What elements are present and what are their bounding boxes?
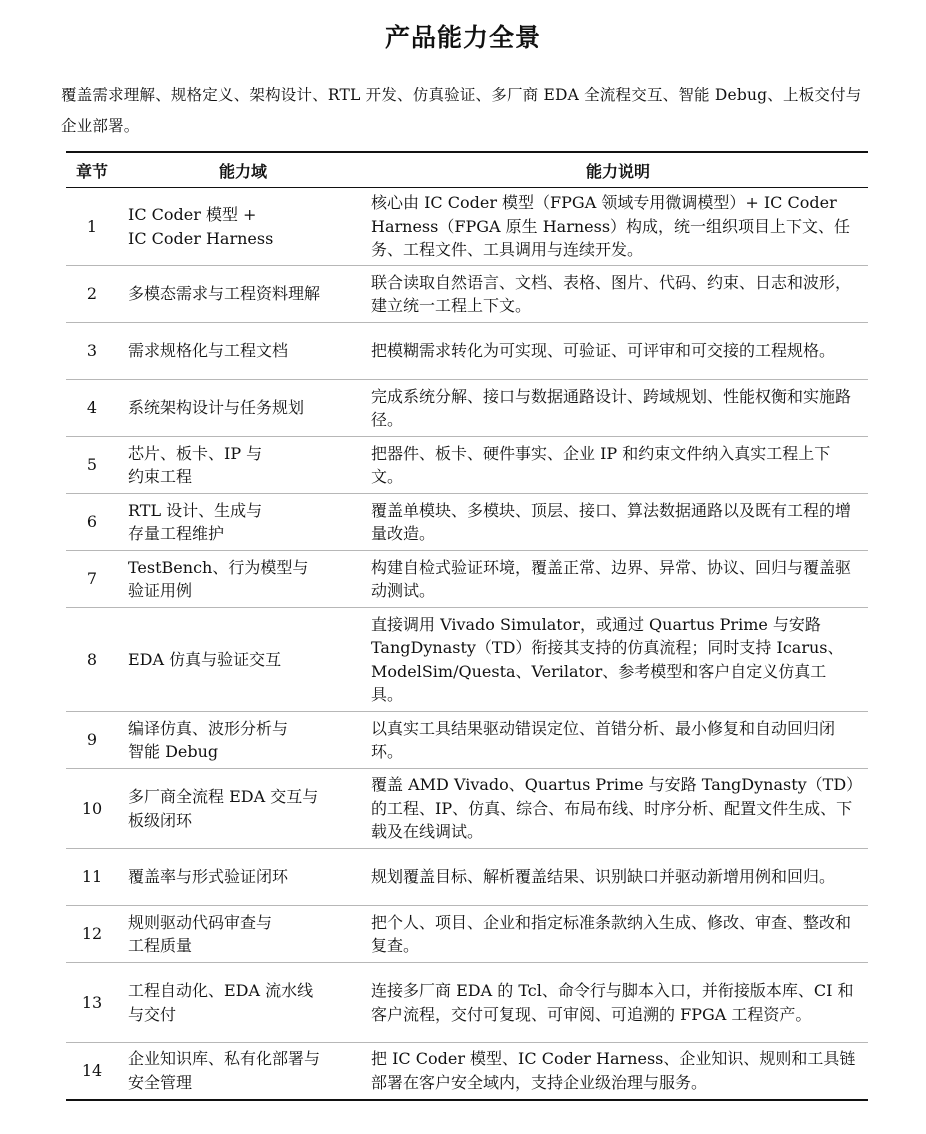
row-chapter: 13 <box>66 963 118 1043</box>
page-title: 产品能力全景 <box>384 23 541 52</box>
row-chapter: 12 <box>66 906 118 963</box>
table-row <box>66 266 868 323</box>
row-description: 把个人、项目、企业和指定标准条款纳入生成、修改、审查、整改和复查。 <box>368 906 868 963</box>
row-domain: 多厂商全流程 EDA 交互与 板级闭环 <box>118 769 368 849</box>
row-description: 构建自检式验证环境，覆盖正常、边界、异常、协议、回归与覆盖驱动测试。 <box>368 551 868 608</box>
row-description: 联合读取自然语言、文档、表格、图片、代码、约束、日志和波形，建立统一工程上下文。 <box>368 266 868 323</box>
row-domain: IC Coder 模型 + IC Coder Harness <box>118 188 368 266</box>
row-description: 覆盖单模块、多模块、顶层、接口、算法数据通路以及既有工程的增量改造。 <box>368 494 868 551</box>
row-description: 把 IC Coder 模型、IC Coder Harness、企业知识、规则和工具链部署在客户安全域内，支持企业级治理与服务。 <box>368 1043 868 1100</box>
row-domain: 规则驱动代码审查与 工程质量 <box>118 906 368 963</box>
row-description: 覆盖 AMD Vivado、Quartus Prime 与安路 TangDynasty（TD）的工程、IP、仿真、综合、布局布线、时序分析、配置文件生成、下载及在线调试。 <box>368 769 868 849</box>
row-chapter: 5 <box>66 437 118 494</box>
row-description: 完成系统分解、接口与数据通路设计、跨域规划、性能权衡和实施路径。 <box>368 380 868 437</box>
table-row <box>66 188 868 266</box>
row-domain: TestBench、行为模型与 验证用例 <box>118 551 368 608</box>
row-chapter: 10 <box>66 769 118 849</box>
row-description: 把模糊需求转化为可实现、可验证、可评审和可交接的工程规格。 <box>368 323 868 380</box>
table-row <box>66 608 868 712</box>
row-chapter: 9 <box>66 712 118 769</box>
table-row <box>66 380 868 437</box>
header-domain: 能力域 <box>118 152 368 188</box>
table-row <box>66 494 868 551</box>
row-chapter: 7 <box>66 551 118 608</box>
row-chapter: 3 <box>66 323 118 380</box>
row-domain: EDA 仿真与验证交互 <box>118 608 368 712</box>
row-chapter: 11 <box>66 849 118 906</box>
table-row <box>66 437 868 494</box>
table-row <box>66 963 868 1043</box>
intro-paragraph: 覆盖需求理解、规格定义、架构设计、RTL 开发、仿真验证、多厂商 EDA 全流程交互、智能 Debug、上板交付与企业部署。 <box>61 86 862 135</box>
row-domain: 系统架构设计与任务规划 <box>118 380 368 437</box>
table-row <box>66 712 868 769</box>
row-domain: 编译仿真、波形分析与 智能 Debug <box>118 712 368 769</box>
row-domain: 多模态需求与工程资料理解 <box>118 266 368 323</box>
row-description: 直接调用 Vivado Simulator，或通过 Quartus Prime 与安路 TangDynasty（TD）衔接其支持的仿真流程；同时支持 Icarus、ModelSim/Questa、Verilator、参考模型和客户自定义仿真工具。 <box>368 608 868 712</box>
row-chapter: 4 <box>66 380 118 437</box>
table-row <box>66 323 868 380</box>
table-row <box>66 1043 868 1100</box>
table-row <box>66 769 868 849</box>
table-row <box>66 849 868 906</box>
row-description: 连接多厂商 EDA 的 Tcl、命令行与脚本入口，并衔接版本库、CI 和客户流程，交付可复现、可审阅、可追溯的 FPGA 工程资产。 <box>368 963 868 1043</box>
row-domain: 企业知识库、私有化部署与 安全管理 <box>118 1043 368 1100</box>
header-description: 能力说明 <box>368 152 868 188</box>
row-description: 以真实工具结果驱动错误定位、首错分析、最小修复和自动回归闭环。 <box>368 712 868 769</box>
row-domain: 覆盖率与形式验证闭环 <box>118 849 368 906</box>
row-domain: 芯片、板卡、IP 与 约束工程 <box>118 437 368 494</box>
row-description: 规划覆盖目标、解析覆盖结果、识别缺口并驱动新增用例和回归。 <box>368 849 868 906</box>
row-chapter: 2 <box>66 266 118 323</box>
table-header-row <box>66 152 868 188</box>
row-description: 把器件、板卡、硬件事实、企业 IP 和约束文件纳入真实工程上下文。 <box>368 437 868 494</box>
header-chapter: 章节 <box>66 152 118 188</box>
row-chapter: 6 <box>66 494 118 551</box>
row-domain: 需求规格化与工程文档 <box>118 323 368 380</box>
row-chapter: 8 <box>66 608 118 712</box>
row-domain: 工程自动化、EDA 流水线 与交付 <box>118 963 368 1043</box>
table-row <box>66 551 868 608</box>
row-domain: RTL 设计、生成与 存量工程维护 <box>118 494 368 551</box>
row-chapter: 1 <box>66 188 118 266</box>
table-row <box>66 906 868 963</box>
row-description: 核心由 IC Coder 模型（FPGA 领域专用微调模型）+ IC Coder Harness（FPGA 原生 Harness）构成，统一组织项目上下文、任务、工程文件、工具调用与连续开发。 <box>368 188 868 266</box>
capability-table <box>66 151 868 1101</box>
row-chapter: 14 <box>66 1043 118 1100</box>
